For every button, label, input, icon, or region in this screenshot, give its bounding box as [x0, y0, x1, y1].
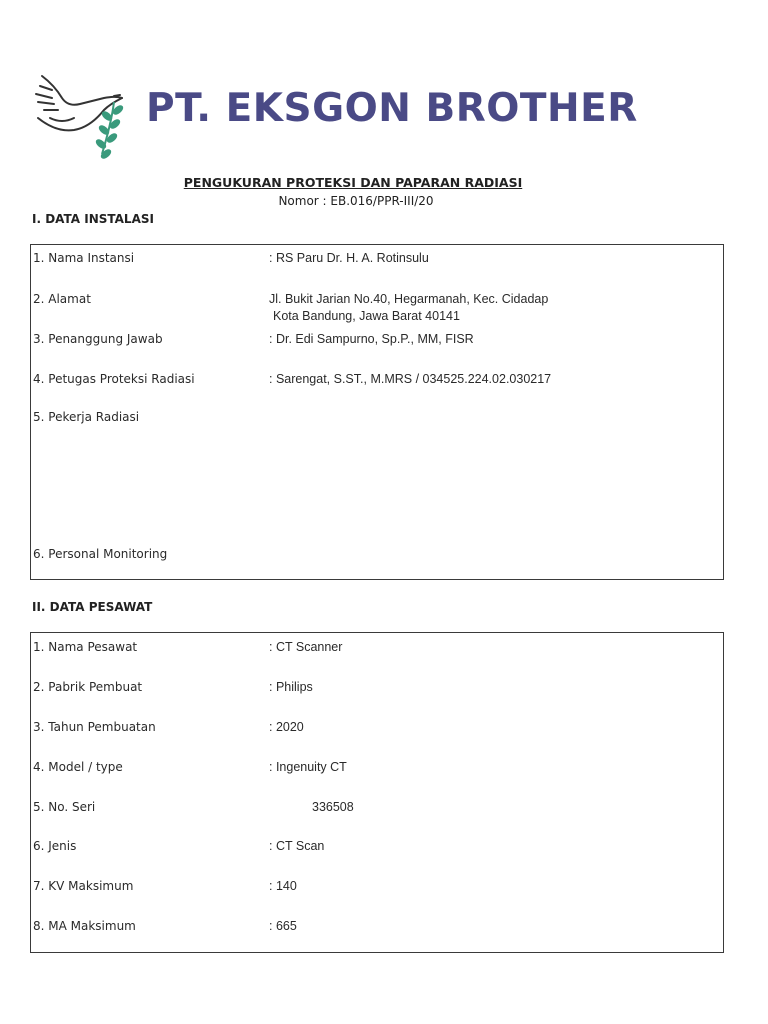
- data-pesawat-box: [30, 632, 724, 953]
- field-value: : CT Scanner: [269, 640, 343, 654]
- field-label: 2. Pabrik Pembuat: [33, 680, 143, 694]
- field-label: 2. Alamat: [33, 292, 91, 306]
- field-label: 3. Tahun Pembuatan: [33, 720, 156, 734]
- section-heading-data-instalasi: I. DATA INSTALASI: [32, 212, 154, 226]
- field-label: 7. KV Maksimum: [33, 879, 134, 893]
- field-value: : 665: [269, 919, 297, 933]
- field-label: 1. Nama Pesawat: [33, 640, 138, 654]
- field-label: 4. Model / type: [33, 760, 123, 774]
- field-value: : RS Paru Dr. H. A. Rotinsulu: [269, 251, 429, 265]
- field-value: Jl. Bukit Jarian No.40, Hegarmanah, Kec. Cidadap: [269, 292, 549, 306]
- field-value: : Dr. Edi Sampurno, Sp.P., MM, FISR: [269, 332, 474, 346]
- company-name: PT. EKSGON BROTHER: [146, 86, 638, 131]
- data-instalasi-box: [30, 244, 724, 580]
- field-label: 1. Nama Instansi: [33, 251, 135, 265]
- field-value-line2: Kota Bandung, Jawa Barat 40141: [273, 309, 460, 323]
- field-value: : CT Scan: [269, 839, 325, 853]
- field-label: 3. Penanggung Jawab: [33, 332, 163, 346]
- field-value: 336508: [312, 800, 354, 814]
- field-label: 8. MA Maksimum: [33, 919, 136, 933]
- document-title: PENGUKURAN PROTEKSI DAN PAPARAN RADIASI: [183, 175, 523, 190]
- field-value: : Sarengat, S.ST., M.MRS / 034525.224.02.030217: [269, 372, 552, 386]
- field-label: 6. Personal Monitoring: [33, 547, 168, 561]
- field-value: : 2020: [269, 720, 304, 734]
- field-value: : Philips: [269, 680, 313, 694]
- field-label: 5. No. Seri: [33, 800, 96, 814]
- document-number: Nomor : EB.016/PPR-III/20: [278, 194, 434, 208]
- field-label: 4. Petugas Proteksi Radiasi: [33, 372, 195, 386]
- field-value: : 140: [269, 879, 297, 893]
- field-label: 6. Jenis: [33, 839, 77, 853]
- dove-with-olive-branch-icon: [30, 68, 130, 164]
- field-value: : Ingenuity CT: [269, 760, 347, 774]
- section-heading-data-pesawat: II. DATA PESAWAT: [32, 600, 153, 614]
- field-label: 5. Pekerja Radiasi: [33, 410, 140, 424]
